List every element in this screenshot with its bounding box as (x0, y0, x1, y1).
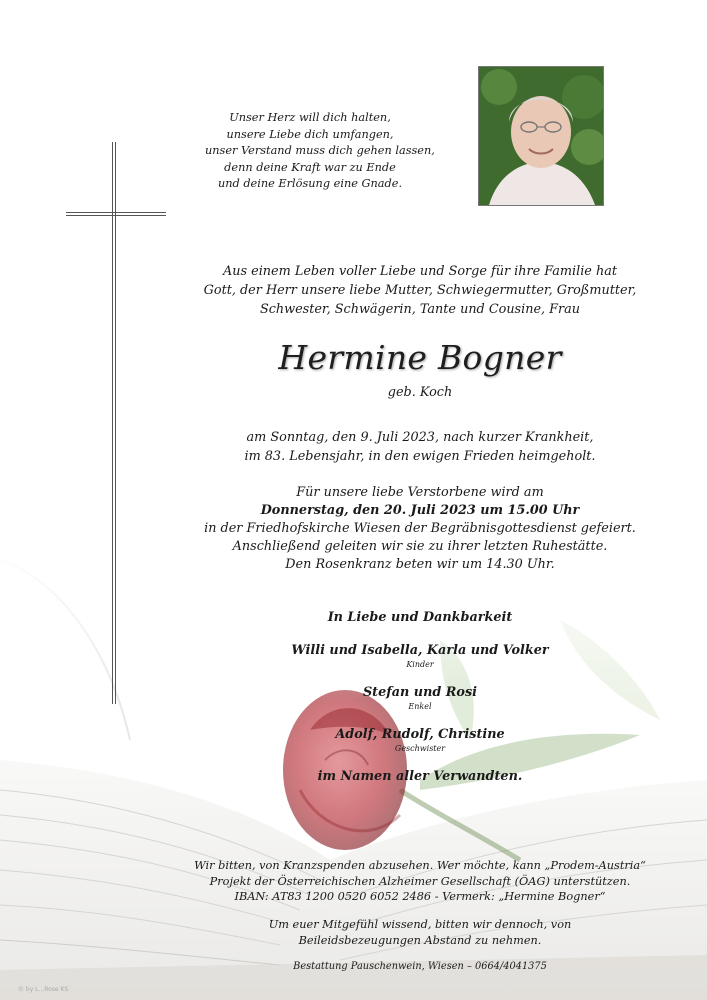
cross-horizontal-bar (66, 212, 166, 216)
mourner-relation: Kinder (406, 660, 434, 669)
poem-line: unser Verstand muss dich gehen lassen, (205, 144, 435, 157)
mourners-heading: In Liebe und Dankbarkeit (327, 610, 513, 625)
poem-line: und deine Erlösung eine Gnade. (217, 177, 403, 190)
poem-line: Unser Herz will dich halten, (229, 111, 391, 124)
death-line: am Sonntag, den 9. Juli 2023, nach kurzer Krankheit, (246, 430, 594, 445)
mourner-relation: Enkel (408, 702, 432, 711)
funeral-line: Den Rosenkranz beten wir um 14.30 Uhr. (285, 557, 555, 572)
portrait-photo (478, 66, 604, 206)
condolence-line: Beileidsbezeugungen Abstand zu nehmen. (298, 933, 542, 947)
donation-notice (170, 858, 670, 905)
notice-line: Projekt der Österreichischen Alzheimer Gesellschaft (ÖAG) unterstützen. (209, 874, 631, 888)
mourner-relation: Geschwister (394, 744, 446, 753)
funeral-info (170, 484, 670, 574)
funeral-line: Anschließend geleiten wir sie zu ihrer letzten Ruhestätte. (232, 539, 608, 554)
funeral-line: in der Friedhofskirche Wiesen der Begräbnisgottesdienst gefeiert. (204, 521, 636, 536)
mourner-names: Adolf, Rudolf, Christine (335, 727, 505, 742)
poem-line: unsere Liebe dich umfangen, (226, 127, 394, 141)
birth-name: geb. Koch (387, 385, 453, 400)
cross-vertical-bar (112, 142, 116, 704)
condolence-line: Um euer Mitgefühl wissend, bitten wir dennoch, von (268, 918, 572, 931)
intro-line: Schwester, Schwägerin, Tante und Cousine, Frau (259, 302, 581, 317)
poem-line: denn deine Kraft war zu Ende (224, 160, 396, 174)
notice-line: Wir bitten, von Kranzspenden abzusehen. Wer möchte, kann „Prodem-Austria“ (194, 859, 646, 872)
death-info (170, 428, 670, 466)
intro-line: Aus einem Leben voller Liebe und Sorge für ihre Familie hat (223, 264, 617, 279)
deceased-name: Hermine Bogner (278, 338, 562, 377)
death-line: im 83. Lebensjahr, in den ewigen Frieden heimgeholt. (244, 449, 596, 464)
intro-line: Gott, der Herr unsere liebe Mutter, Schwiegermutter, Großmutter, (203, 283, 637, 298)
undertaker-info: Bestattung Pauschenwein, Wiesen – 0664/4041375 (293, 961, 547, 972)
mourners-section (170, 610, 670, 784)
image-credit: © by L...Rose KS (18, 986, 69, 993)
poem (205, 110, 435, 193)
funeral-line: Für unsere liebe Verstorbene wird am (296, 485, 544, 500)
mourner-names: Stefan und Rosi (362, 685, 478, 700)
mourner-names: Willi und Isabella, Karla und Volker (291, 643, 549, 658)
mourners-closing: im Namen aller Verwandten. (317, 769, 523, 784)
condolence-request (170, 917, 670, 948)
notice-line: IBAN: AT83 1200 0520 6052 2486 - Vermerk: „Hermine Bogner“ (234, 890, 606, 903)
funeral-date: Donnerstag, den 20. Juli 2023 um 15.00 Uhr (260, 503, 580, 518)
intro-text (170, 262, 670, 319)
